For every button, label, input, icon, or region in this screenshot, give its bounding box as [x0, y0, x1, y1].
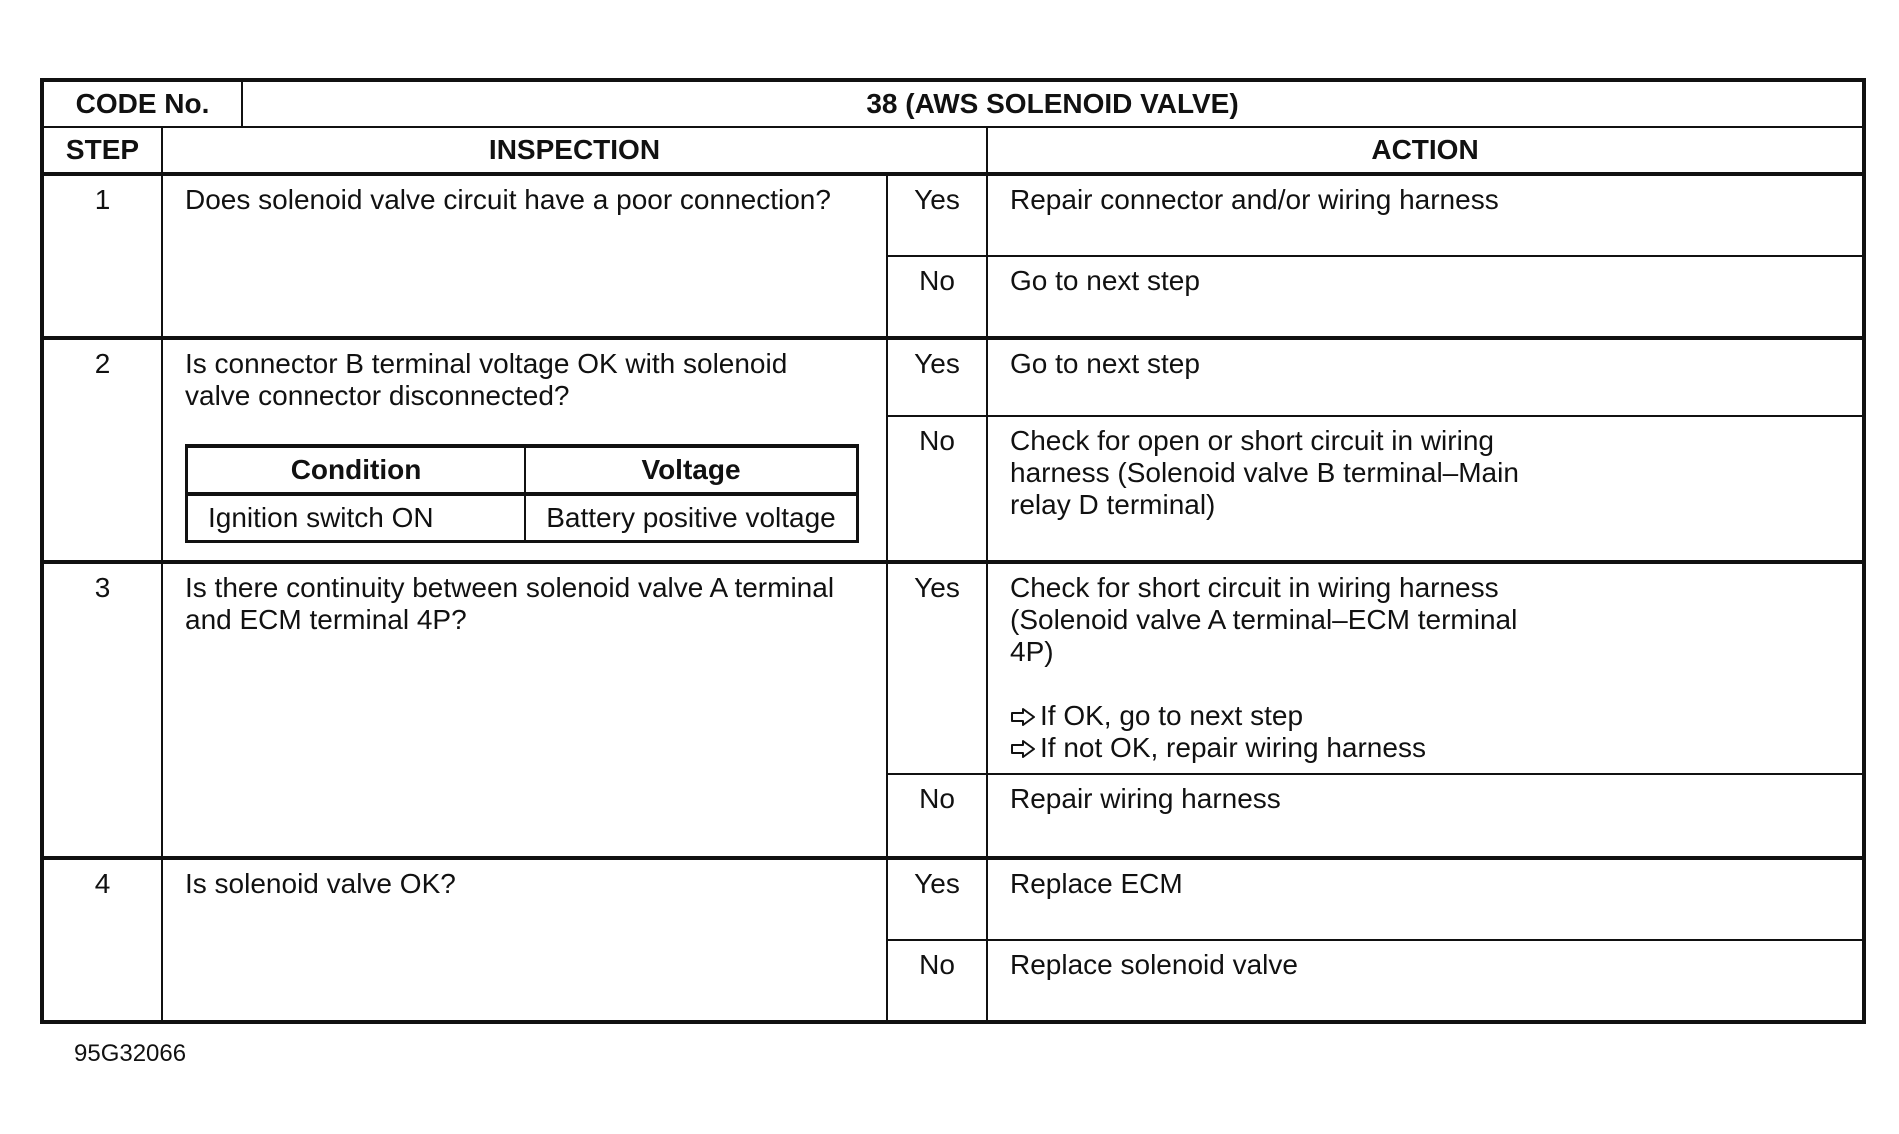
- step-2-no-action-line-1: Check for open or short circuit in wiring: [1010, 425, 1494, 456]
- figure-code: 95G32066: [74, 1040, 187, 1067]
- code-label: CODE No.: [42, 80, 242, 127]
- step-2-inspection-line-1: Is connector B terminal voltage OK with solenoid: [185, 348, 788, 379]
- step-3-if-not-ok: [1010, 732, 1840, 764]
- step-4-yes-row: [42, 858, 1864, 940]
- step-3-if-ok: [1010, 700, 1840, 732]
- step-3-yes-action-line-3: 4P): [1010, 636, 1054, 667]
- diagnostic-table: [40, 78, 1866, 1024]
- right-arrow-icon: [1010, 740, 1036, 758]
- step-3-no-label: No: [887, 774, 987, 858]
- step-3-yes-action-line-2: (Solenoid valve A terminal–ECM terminal: [1010, 604, 1518, 635]
- step-3-number: 3: [42, 562, 162, 858]
- code-row: [42, 80, 1864, 127]
- step-1-no-action: Go to next step: [987, 256, 1864, 338]
- condition-voltage-table: [185, 444, 859, 543]
- step-3-inspection-line-2: and ECM terminal 4P?: [185, 604, 467, 635]
- step-4-number: 4: [42, 858, 162, 1022]
- step-2-inspection-line-2: valve connector disconnected?: [185, 380, 570, 411]
- step-1-no-label: No: [887, 256, 987, 338]
- step-4-no-action: Replace solenoid valve: [987, 940, 1864, 1022]
- voltage-value: Battery positive voltage: [525, 494, 858, 542]
- step-2-no-label: No: [887, 416, 987, 562]
- column-header-row: [42, 127, 1864, 174]
- step-2-no-action-line-3: relay D terminal): [1010, 489, 1216, 520]
- inspection-column-header: INSPECTION: [162, 127, 987, 174]
- step-1-yes-label: Yes: [887, 174, 987, 256]
- step-2-number: 2: [42, 338, 162, 562]
- step-2-inspection: [162, 338, 887, 562]
- code-title: 38 (AWS SOLENOID VALVE): [242, 80, 1864, 127]
- step-2-no-action: [987, 416, 1864, 562]
- step-3-inspection-line-1: Is there continuity between solenoid valve A terminal: [185, 572, 835, 603]
- step-4-yes-action: Replace ECM: [987, 858, 1864, 940]
- step-1-yes-row: [42, 174, 1864, 256]
- step-column-header: STEP: [42, 127, 162, 174]
- step-3-yes-action: [987, 562, 1864, 774]
- step-2-yes-row: [42, 338, 1864, 416]
- step-1-number: 1: [42, 174, 162, 338]
- step-4-inspection: Is solenoid valve OK?: [162, 858, 887, 1022]
- step-2-yes-label: Yes: [887, 338, 987, 416]
- voltage-header: Voltage: [525, 446, 858, 494]
- step-4-no-label: No: [887, 940, 987, 1022]
- condition-value: Ignition switch ON: [187, 494, 526, 542]
- step-3-no-action: Repair wiring harness: [987, 774, 1864, 858]
- step-2-yes-action: Go to next step: [987, 338, 1864, 416]
- step-4-yes-label: Yes: [887, 858, 987, 940]
- action-column-header: ACTION: [987, 127, 1864, 174]
- condition-header: Condition: [187, 446, 526, 494]
- step-1-yes-action: Repair connector and/or wiring harness: [987, 174, 1864, 256]
- step-3-if-not-ok-text: If not OK, repair wiring harness: [1040, 732, 1426, 763]
- step-3-yes-row: [42, 562, 1864, 774]
- step-1-inspection: Does solenoid valve circuit have a poor connection?: [162, 174, 887, 338]
- step-3-inspection: [162, 562, 887, 858]
- step-3-if-ok-text: If OK, go to next step: [1040, 700, 1304, 731]
- step-3-yes-label: Yes: [887, 562, 987, 774]
- step-3-yes-action-line-1: Check for short circuit in wiring harness: [1010, 572, 1499, 603]
- right-arrow-icon: [1010, 708, 1036, 726]
- step-2-no-action-line-2: harness (Solenoid valve B terminal–Main: [1010, 457, 1519, 488]
